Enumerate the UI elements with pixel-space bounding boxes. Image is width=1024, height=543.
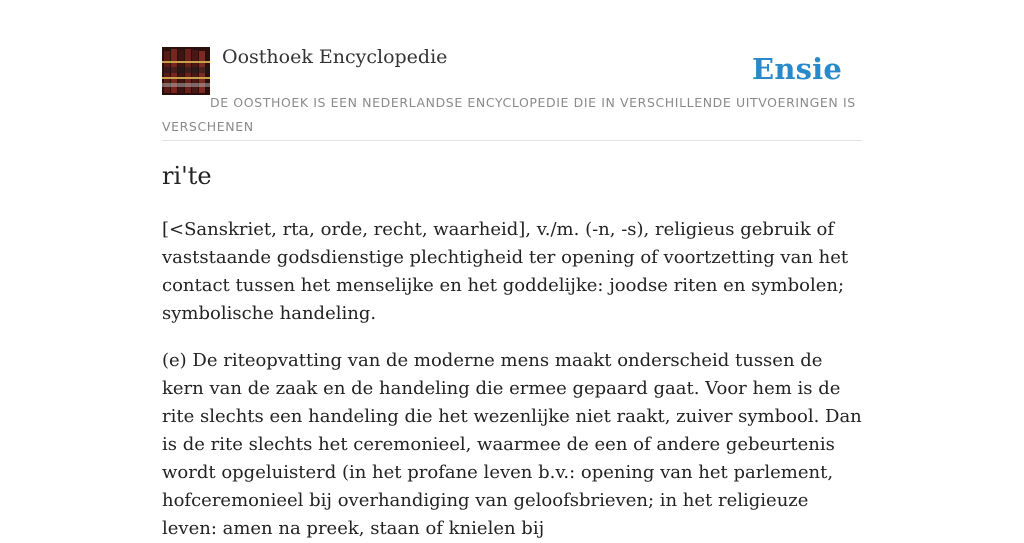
page xyxy=(162,0,862,539)
entry-paragraph-explanation: (e) De riteopvatting van de moderne mens maakt onderscheid tussen de kern van de zaak en de handeling die ermee gepaard gaat. Voor hem is de rite slechts een handeling die het wezenlijke niet raakt, zuiver symbool. Dan is de rite slechts het ceremonieel, waarmee de een of andere gebeurtenis wordt opgeluisterd (in het profane leven b.v.: opening van het parlement, hofceremonieel bij overhandiging van geloofsbrieven; in het religieuze leven: amen na preek, staan of knielen bij xyxy=(162,350,862,539)
site-tagline: DE OOSTHOEK IS EEN NEDERLANDSE ENCYCLOPEDIE DIE IN VERSCHILLENDE UITVOERINGEN IS VERSCHENEN xyxy=(162,95,856,134)
site-title-link[interactable]: Oosthoek Encyclopedie xyxy=(222,46,448,68)
encyclopedia-books-avatar[interactable] xyxy=(162,47,210,95)
site-header xyxy=(162,0,862,141)
books-image-icon xyxy=(162,47,210,95)
entry-paragraph-definition: [<Sanskriet, rta, orde, recht, waarheid], v./m. (-n, -s), religieus gebruik of vaststaande godsdienstige plechtigheid ter opening of voortzetting van het contact tussen het menselijke en het goddelijke: joodse riten en symbolen; symbolische handeling. xyxy=(162,219,849,324)
ensie-logo[interactable]: Ensie xyxy=(752,52,842,86)
entry-title: ri'te xyxy=(162,162,212,190)
